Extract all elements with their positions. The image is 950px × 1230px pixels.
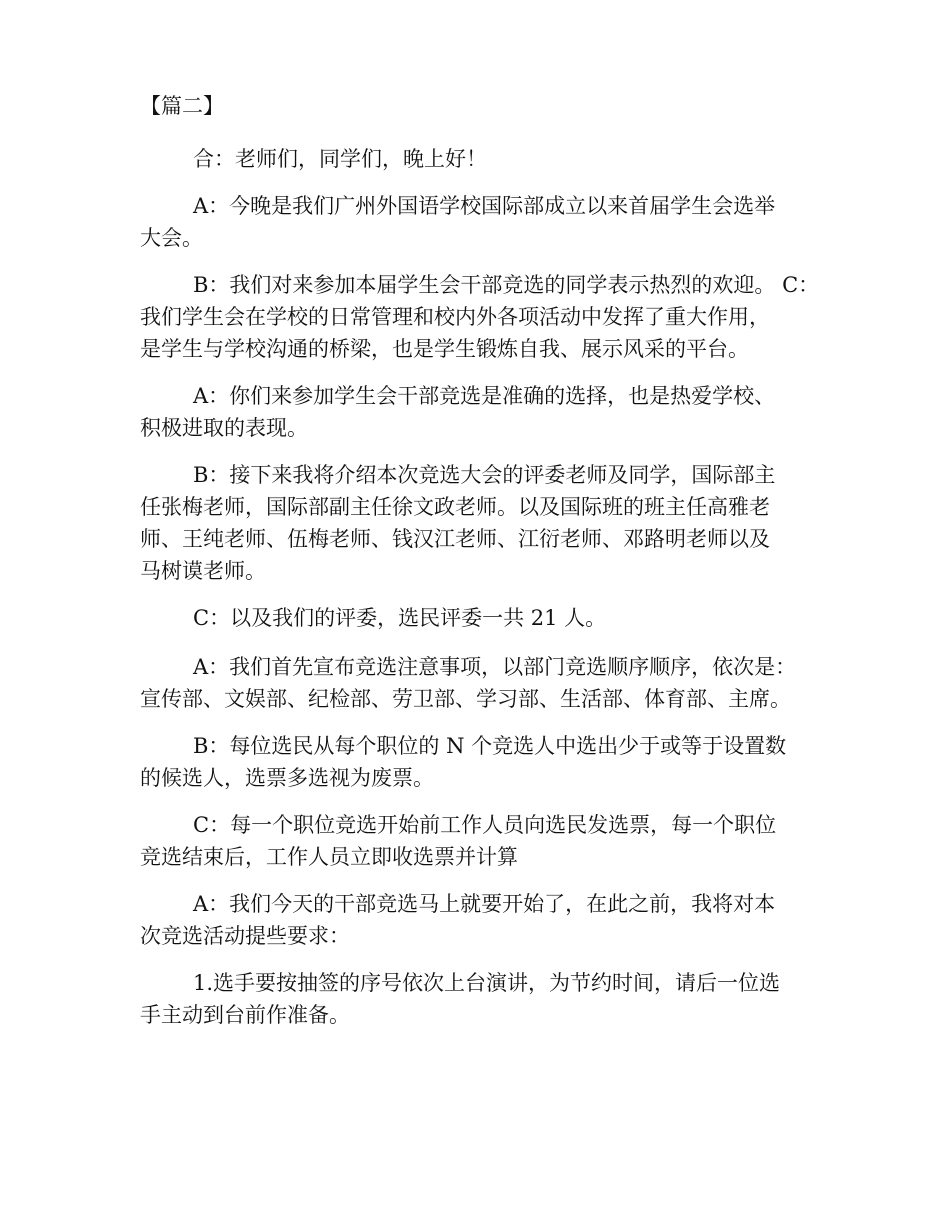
paragraph-8-line-2: 的候选人，选票多选视为废票。 [140, 766, 434, 790]
paragraph-5-line-4: 马树谟老师。 [140, 559, 266, 583]
paragraph-11-line-1: 1.选手要按抽签的序号依次上台演讲，为节约时间，请后一位选 [193, 971, 781, 995]
paragraph-7-line-2: 宣传部、文娱部、纪检部、劳卫部、学习部、生活部、体育部、主席。 [140, 687, 791, 711]
paragraph-9-line-1: C：每一个职位竞选开始前工作人员向选民发选票，每一个职位 [193, 813, 777, 837]
paragraph-4-line-1: A：你们来参加学生会干部竞选是准确的选择，也是热爱学校、 [193, 384, 776, 408]
paragraph-1-line-1: 合：老师们，同学们，晚上好！ [193, 147, 487, 171]
paragraph-3-line-2: 我们学生会在学校的日常管理和校内外各项活动中发挥了重大作用， [140, 305, 770, 329]
paragraph-5-line-3: 师、王纯老师、伍梅老师、钱汉江老师、江衍老师、邓路明老师以及 [140, 527, 770, 551]
paragraph-7-line-1: A：我们首先宣布竞选注意事项，以部门竞选顺序顺序，依次是： [193, 655, 797, 679]
paragraph-2-line-2: 大会。 [140, 226, 203, 250]
paragraph-8-line-1: B：每位选民从每个职位的 N 个竞选人中选出少于或等于设置数 [193, 734, 787, 758]
paragraph-3-line-3: 是学生与学校沟通的桥梁，也是学生锻炼自我、展示风采的平台。 [140, 337, 749, 361]
section-heading: 【篇二】 [140, 94, 224, 118]
paragraph-5-line-2: 任张梅老师，国际部副主任徐文政老师。以及国际班的班主任高雅老 [140, 495, 770, 519]
paragraph-3-line-1: B：我们对来参加本届学生会干部竞选的同学表示热烈的欢迎。 C： [193, 273, 820, 297]
paragraph-11-line-2: 手主动到台前作准备。 [140, 1003, 350, 1027]
paragraph-9-line-2: 竞选结束后，工作人员立即收选票并计算 [140, 845, 518, 869]
paragraph-4-line-2: 积极进取的表现。 [140, 416, 308, 440]
paragraph-10-line-2: 次竞选活动提些要求： [140, 924, 350, 948]
paragraph-10-line-1: A：我们今天的干部竞选马上就要开始了，在此之前，我将对本 [193, 892, 776, 916]
paragraph-6-line-1: C：以及我们的评委，选民评委一共 21 人。 [193, 606, 607, 630]
paragraph-5-line-1: B：接下来我将介绍本次竞选大会的评委老师及同学，国际部主 [193, 463, 776, 487]
paragraph-2-line-1: A：今晚是我们广州外国语学校国际部成立以来首届学生会选举 [193, 194, 776, 218]
